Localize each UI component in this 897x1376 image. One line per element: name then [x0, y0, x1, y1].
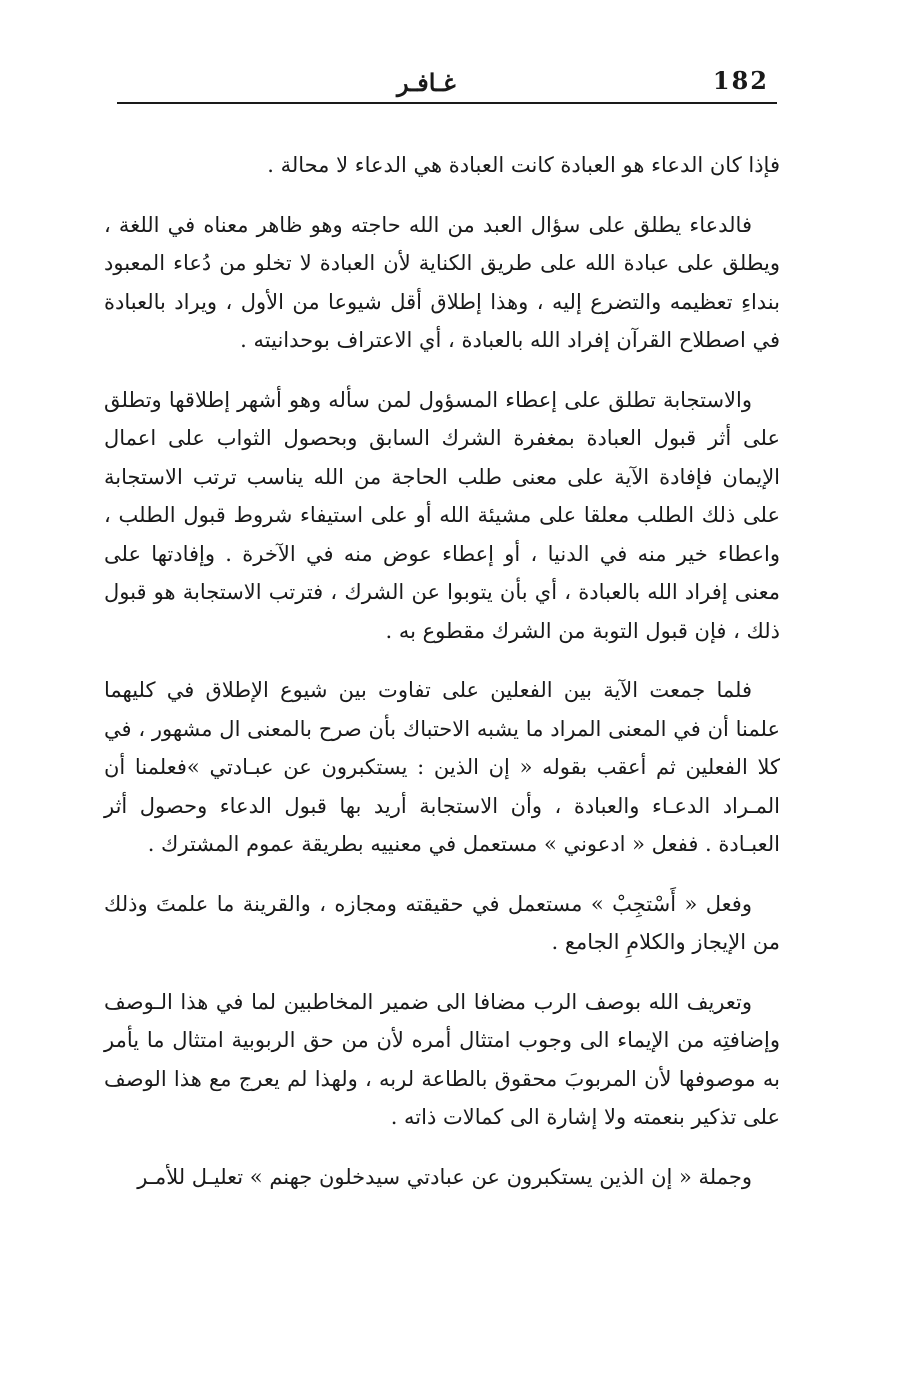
paragraph: وتعريف الله بوصف الرب مضافا الى ضمير المخاطبين لما في هذا الـوصف وإضافتِه من الإيماء الى وجوب امتثال أمره لأن من حق الربوبية امتثال ما يأمر به موصوفها لأن المربوبَ محقوق بالطاعة لربه ، ولهذا لم يعرج مع هذا الوصف على تذكير بنعمته ولا إشارة الى كمالات ذاته . [104, 989, 780, 1129]
paragraph: فإذا كان الدعاء هو العبادة كانت العبادة هي الدعاء لا محالة . [267, 153, 780, 177]
paragraph: وفعل « أَسْتجِبْ » مستعمل في حقيقته ومجازه ، والقرينة ما علمتَ وذلك من الإيجاز والكلامِ الجامع . [104, 891, 780, 954]
chapter-title: غـافـر [397, 68, 456, 97]
paragraph: فلما جمعت الآية بين الفعلين على تفاوت بين شيوع الإطلاق في كليهما علمنا أن في المعنى المراد ما يشبه الاحتباك بأن صرح بالمعنى ال مشهور ، في كلا الفعلين ثم أعقب بقوله « إن الذين : يستكبرون عن عبـادتي »فعلمنا أن المـراد الدعـاء والعبادة ، وأن الاستجابة أريد بها قبول الدعاء وحصول أثر العبـادة . ففعل « ادعوني » مستعمل في معنييه بطريقة عموم المشترك . [104, 678, 780, 856]
paragraph: والاستجابة تطلق على إعطاء المسؤول لمن سأله وهو أشهر إطلاقها وتطلق على أثر قبول العبادة بمغفرة الشرك السابق وبحصول الثواب على اعمال الإيمان فإفادة الآية على معنى طلب الحاجة من الله يناسب ترتب الاستجابة على ذلك الطلب معلقا على مشيئة الله أو على استيفاء شروط قبول الطلب ، واعطاء خير منه في الدنيا ، أو إعطاء عوض منه في الآخرة . وإفادتها على معنى إفراد الله بالعبادة ، أي بأن يتوبوا عن الشرك ، فترتب الاستجابة هو قبول ذلك ، فإن قبول التوبة من الشرك مقطوع به . [104, 387, 780, 643]
header-rule [117, 102, 777, 104]
body-text [104, 146, 780, 1217]
running-header [117, 58, 777, 104]
paragraph: وجملة « إن الذين يستكبرون عن عبادتي سيدخلون جهنم » تعليـل للأمـر [137, 1164, 752, 1189]
page-number: 182 [712, 66, 769, 95]
paragraph: فالدعاء يطلق على سؤال العبد من الله حاجته وهو ظاهر معناه في اللغة ، ويطلق على عبادة الله على طريق الكناية لأن العبادة لا تخلو من دُعاء المعبود بنداءِ تعظيمه والتضرع إليه ، وهذا إطلاق أقل شيوعا من الأول ، ويراد بالعبادة في اصطلاح القرآن إفراد الله بالعبادة ، أي الاعتراف بوحدانيته . [104, 212, 780, 352]
